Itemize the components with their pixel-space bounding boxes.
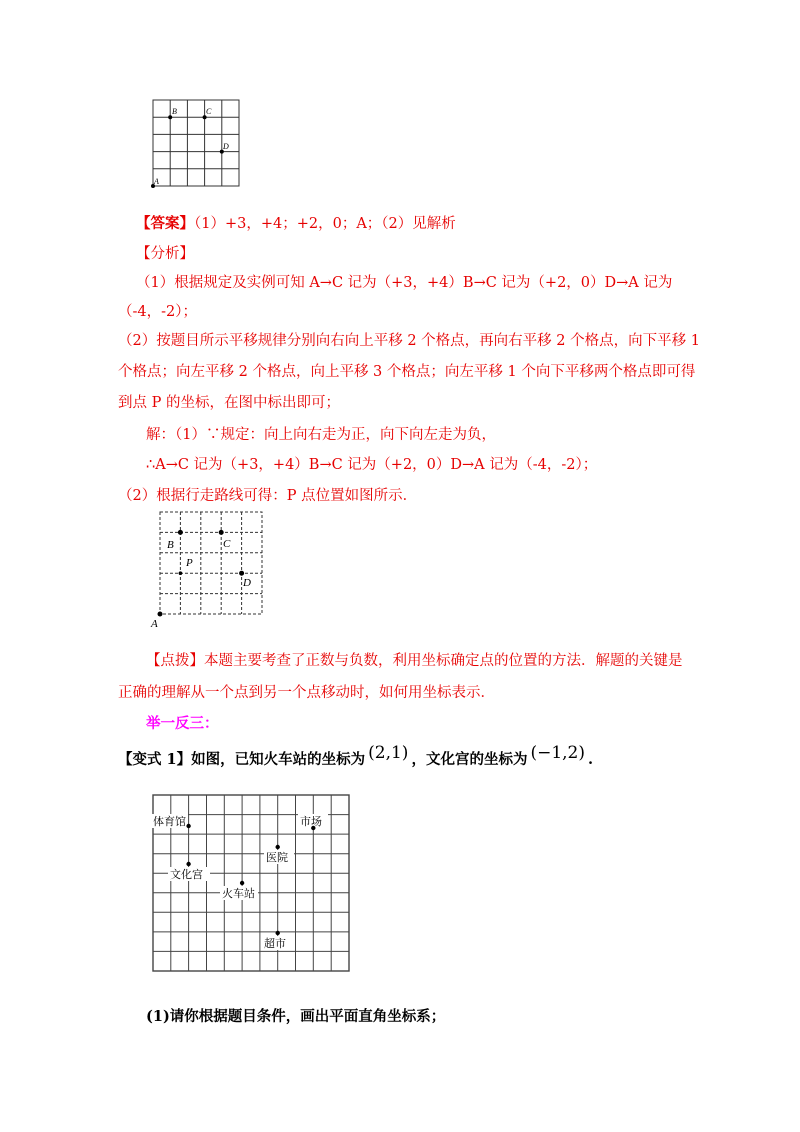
place-label-gym: 体育馆 (153, 816, 186, 828)
grid-figure-2 (147, 508, 267, 632)
variant-coord-2: (−1,2) (530, 743, 585, 763)
place-dot-culture-palace (186, 862, 190, 866)
point-p (179, 571, 183, 575)
question-1: (1)请你根据题目条件，画出平面直角坐标系； (146, 1008, 446, 1025)
label-a: A (151, 618, 158, 630)
variant-prefix: 【变式 1】如图，已知火车站的坐标为 (118, 751, 366, 768)
label-d: D (223, 142, 229, 151)
label-b: B (172, 107, 177, 116)
point-d (239, 571, 244, 576)
analysis-p1-line1: （1）根据规定及实例可知 A→C 记为（+3，+4）B→C 记为（+2，0）D→A 记为 (136, 275, 673, 291)
place-dot-hospital (276, 845, 280, 849)
point-a (158, 612, 163, 617)
place-dot-gym (186, 824, 190, 828)
variant-middle: ，文化宫的坐标为 (411, 751, 528, 768)
label-b: B (167, 539, 174, 551)
solution-line1: 解：（1）∵规定：向上向右走为正，向下向左走为负， (146, 427, 496, 443)
place-label-market: 市场 (300, 816, 322, 828)
place-label-culture-palace: 文化宫 (170, 869, 203, 881)
variant-coord-1: (2,1) (368, 743, 409, 763)
place-label-train-station: 火车站 (222, 888, 255, 900)
label-c: C (223, 538, 231, 550)
practice-heading: 举一反三： (146, 715, 219, 732)
analysis-tag: 【分析】 (136, 246, 194, 262)
solution-line2: ∴A→C 记为（+3，+4）B→C 记为（+2，0）D→A 记为（-4，-2）； (146, 457, 598, 473)
label-p: P (186, 557, 193, 569)
point-b (178, 530, 183, 535)
tip-line1 (146, 651, 683, 671)
analysis-p1-line2: （-4，-2）； (118, 304, 197, 320)
label-d: D (243, 577, 251, 589)
point-c (219, 530, 224, 535)
tip-tag: 【点拨】 (146, 653, 204, 669)
tip-text-1: 本题主要考查了正数与负数，利用坐标确定点的位置的方法．解题的关键是 (204, 653, 683, 669)
label-c: C (206, 107, 212, 116)
solution-line3: （2）根据行走路线可得：P 点位置如图所示． (118, 488, 418, 504)
answer-line (136, 214, 456, 234)
answer-text: （1）+3，+4；+2，0；A；（2）见解析 (194, 216, 456, 232)
analysis-p2-line1: （2）按题目所示平移规律分别向右向上平移 2 个格点，再向右平移 2 个格点，向下平移 1 (118, 333, 700, 349)
answer-tag: 【答案】 (136, 215, 194, 232)
map-grid-figure (150, 793, 352, 973)
place-label-hospital: 医院 (266, 852, 288, 864)
place-dot-train-station (240, 881, 244, 885)
label-a: A (154, 177, 159, 186)
place-label-supermarket: 超市 (264, 938, 286, 950)
variant-question (118, 743, 594, 770)
analysis-p2-line2: 个格点；向左平移 2 个格点，向上平移 3 个格点；向左平移 1 个向下平移两个格点即可得 (118, 364, 696, 380)
place-dot-supermarket (276, 931, 280, 935)
grid-figure-1 (145, 96, 245, 190)
variant-suffix: . (588, 751, 594, 768)
tip-line2: 正确的理解从一个点到另一个点移动时，如何用坐标表示． (118, 685, 495, 701)
analysis-p2-line3: 到点 P 的坐标，在图中标出即可； (118, 395, 340, 411)
